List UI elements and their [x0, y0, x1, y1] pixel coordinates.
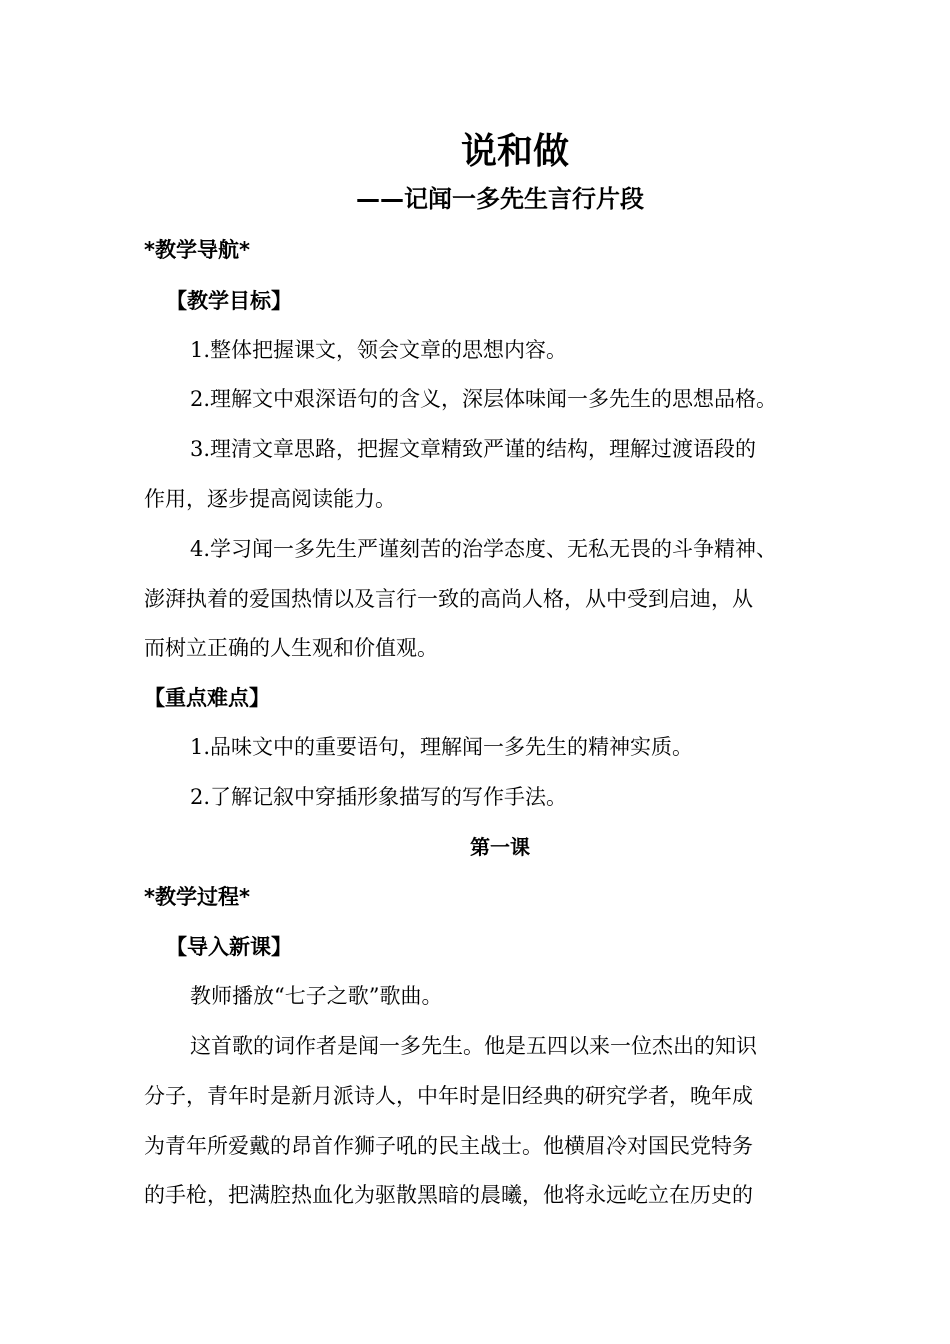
keypoint-line: 2.了解记叙中穿插形象描写的写作手法。 [190, 785, 568, 809]
document-subtitle: ——记闻一多先生言行片段 [356, 185, 644, 213]
intro-line: 这首歌的词作者是闻一多先生。他是五四以来一位杰出的知识 [190, 1034, 757, 1058]
nav-heading: *教学导航* [144, 238, 250, 262]
intro-line: 的手枪，把满腔热血化为驱散黑暗的晨曦，他将永远屹立在历史的 [144, 1183, 753, 1207]
objective-line: 作用，逐步提高阅读能力。 [144, 487, 396, 511]
keypoints-heading: 【重点难点】 [144, 686, 270, 710]
process-heading: *教学过程* [144, 885, 250, 909]
keypoint-line: 1.品味文中的重要语句，理解闻一多先生的精神实质。 [190, 735, 694, 759]
objective-line: 2.理解文中艰深语句的含义，深层体味闻一多先生的思想品格。 [190, 387, 778, 411]
objective-line: 而树立正确的人生观和价值观。 [144, 636, 438, 660]
objective-line: 澎湃执着的爱国热情以及言行一致的高尚人格，从中受到启迪，从 [144, 587, 753, 611]
intro-line: 分子，青年时是新月派诗人，中年时是旧经典的研究学者，晚年成 [144, 1084, 753, 1108]
intro-line: 为青年所爱戴的昂首作狮子吼的民主战士。他横眉冷对国民党特务 [144, 1134, 753, 1158]
intro-line: 教师播放“七子之歌”歌曲。 [190, 984, 443, 1008]
objective-line: 1.整体把握课文，领会文章的思想内容。 [190, 338, 568, 362]
objectives-heading: 【教学目标】 [166, 289, 292, 313]
objective-line: 4.学习闻一多先生严谨刻苦的治学态度、无私无畏的斗争精神、 [190, 537, 778, 561]
intro-heading: 【导入新课】 [166, 935, 292, 959]
lesson-heading: 第一课 [470, 835, 530, 859]
objective-line: 3.理清文章思路，把握文章精致严谨的结构，理解过渡语段的 [190, 437, 757, 461]
document-title: 说和做 [460, 131, 569, 172]
